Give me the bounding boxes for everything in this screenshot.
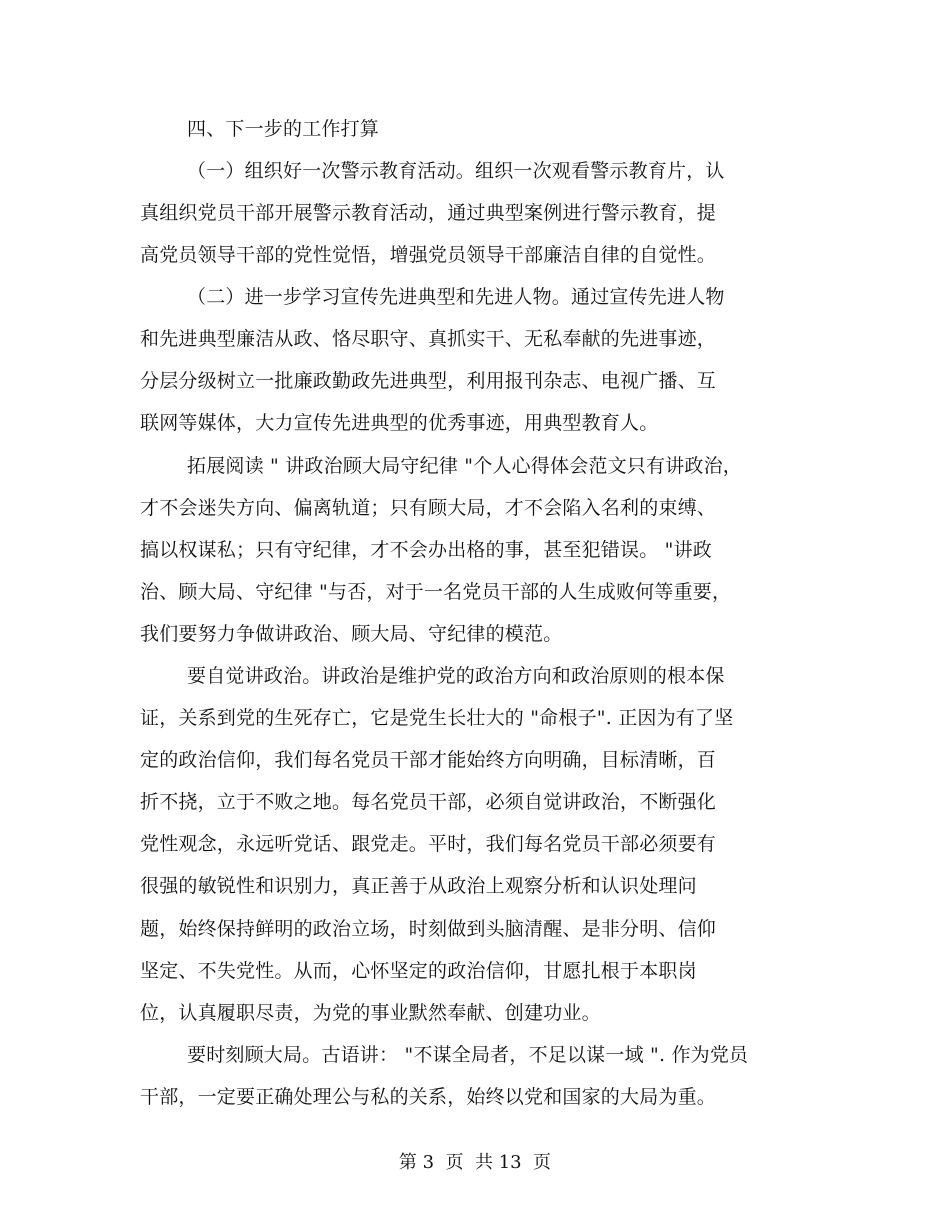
text-line: 搞以权谋私；只有守纪律，才不会办出格的事，甚至犯错误。 "讲政: [140, 539, 712, 561]
text-line: 要自觉讲政治。讲政治是维护党的政治方向和政治原则的根本保: [187, 665, 725, 687]
text-line: 我们要努力争做讲政治、顾大局、守纪律的模范。: [140, 623, 563, 645]
text-line: 要时刻顾大局。古语讲： "不谋全局者，不足以谋一域 ". 作为党员: [187, 1044, 749, 1066]
text-line: 拓展阅读 " 讲政治顾大局守纪律 "个人心得体会范文只有讲政治，: [187, 455, 742, 477]
text-line: 证，关系到党的生死存亡，它是党生长壮大的 "命根子". 正因为有了坚: [140, 707, 734, 729]
text-line: 题，始终保持鲜明的政治立场，时刻做到头脑清醒、是非分明、信仰: [140, 918, 717, 940]
text-line: 高党员领导干部的党性觉悟，增强党员领导干部廉洁自律的自觉性。: [140, 244, 717, 266]
text-line: 分层分级树立一批廉政勤政先进典型，利用报刊杂志、电视广播、互: [140, 370, 717, 392]
text-line: 折不挠，立于不败之地。每名党员干部，必须自觉讲政治，不断强化: [140, 791, 717, 813]
text-line: 位，认真履职尽责，为党的事业默然奉献、创建功业。: [140, 1002, 601, 1024]
text-line: 很强的敏锐性和识别力，真正善于从政治上观察分析和认识处理问: [140, 875, 697, 897]
page-number-footer: 第 3 页 共 13 页: [398, 1152, 552, 1173]
text-line: 党性观念，永远听党话、跟党走。平时，我们每名党员干部必须要有: [140, 833, 717, 855]
text-line: 和先进典型廉洁从政、恪尽职守、真抓实干、无私奉献的先进事迹，: [140, 328, 717, 350]
text-line: 联网等媒体，大力宣传先进典型的优秀事迹，用典型教育人。: [140, 412, 659, 434]
section-heading: 四、下一步的工作打算: [187, 118, 380, 140]
text-line: 定的政治信仰，我们每名党员干部才能始终方向明确，目标清晰，百: [140, 749, 717, 771]
text-line: （一）组织好一次警示教育活动。组织一次观看警示教育片，认: [187, 160, 725, 182]
text-line: 干部，一定要正确处理公与私的关系，始终以党和国家的大局为重。: [140, 1086, 717, 1108]
text-line: （二）进一步学习宣传先进典型和先进人物。通过宣传先进人物: [187, 286, 725, 308]
text-line: 坚定、不失党性。从而，心怀坚定的政治信仰，甘愿扎根于本职岗: [140, 960, 697, 982]
text-line: 治、顾大局、守纪律 "与否，对于一名党员干部的人生成败何等重要，: [140, 581, 732, 603]
text-line: 真组织党员干部开展警示教育活动，通过典型案例进行警示教育，提: [140, 202, 717, 224]
text-line: 才不会迷失方向、偏离轨道；只有顾大局，才不会陷入名利的束缚、: [140, 497, 717, 519]
